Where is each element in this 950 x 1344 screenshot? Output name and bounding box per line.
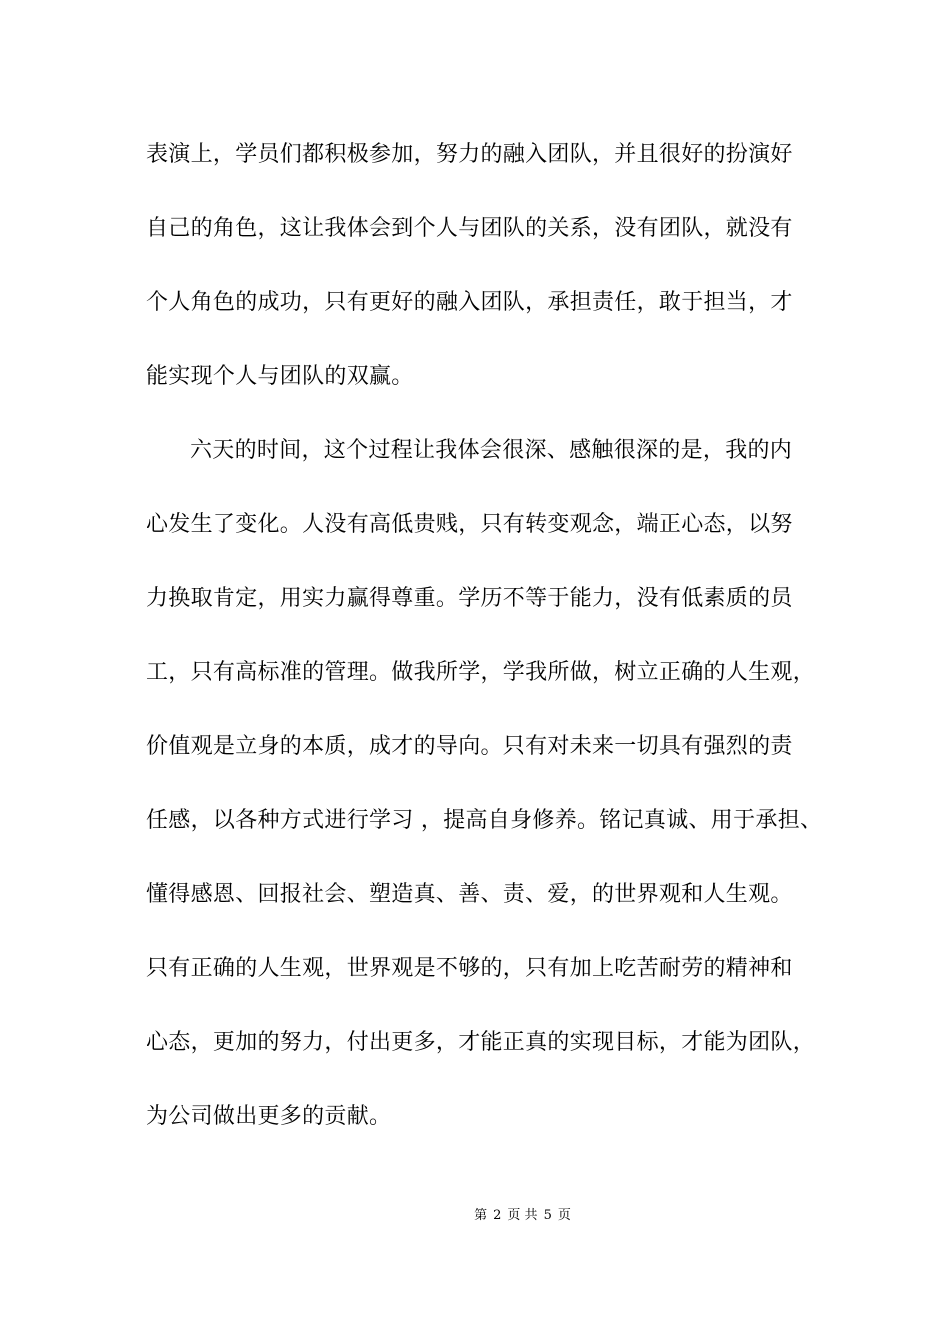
page-number: 2 xyxy=(493,1208,502,1223)
paragraph-line: 六天的时间，这个过程让我体会很深、感触很深的是，我的内 xyxy=(190,438,793,463)
paragraph-line: 任感，以各种方式进行学习 ，提高自身修养。铭记真诚、用于承担、 xyxy=(146,808,823,833)
page-total: 5 xyxy=(543,1208,552,1223)
paragraph-line: 只有正确的人生观，世界观是不够的，只有加上吃苦耐劳的精神和 xyxy=(146,956,793,981)
footer-middle: 页 共 xyxy=(507,1208,538,1223)
paragraph-line: 力换取肯定，用实力赢得尊重。学历不等于能力，没有低素质的员 xyxy=(146,586,793,611)
paragraph-line: 个人角色的成功，只有更好的融入团队，承担责任，敢于担当，才 xyxy=(146,290,793,315)
footer-prefix: 第 xyxy=(474,1208,488,1223)
footer-suffix: 页 xyxy=(557,1208,571,1223)
paragraph-line: 为公司做出更多的贡献。 xyxy=(146,1104,392,1129)
paragraph-line: 心态，更加的努力，付出更多，才能正真的实现目标，才能为团队， xyxy=(146,1030,816,1055)
paragraph-line: 工，只有高标准的管理。做我所学，学我所做，树立正确的人生观， xyxy=(146,660,816,685)
paragraph-line: 心发生了变化。人没有高低贵贱，只有转变观念，端正心态，以努 xyxy=(146,512,793,537)
paragraph-line: 自己的角色，这让我体会到个人与团队的关系，没有团队，就没有 xyxy=(146,216,793,241)
paragraph-line: 能实现个人与团队的双赢。 xyxy=(146,364,414,389)
paragraph-line: 价值观是立身的本质，成才的导向。只有对未来一切具有强烈的责 xyxy=(146,734,793,759)
paragraph-line: 懂得感恩、回报社会、塑造真、善、责、爱，的世界观和人生观。 xyxy=(146,882,793,907)
paragraph-line: 表演上，学员们都积极参加，努力的融入团队，并且很好的扮演好 xyxy=(146,142,793,167)
page-footer xyxy=(0,1207,950,1225)
